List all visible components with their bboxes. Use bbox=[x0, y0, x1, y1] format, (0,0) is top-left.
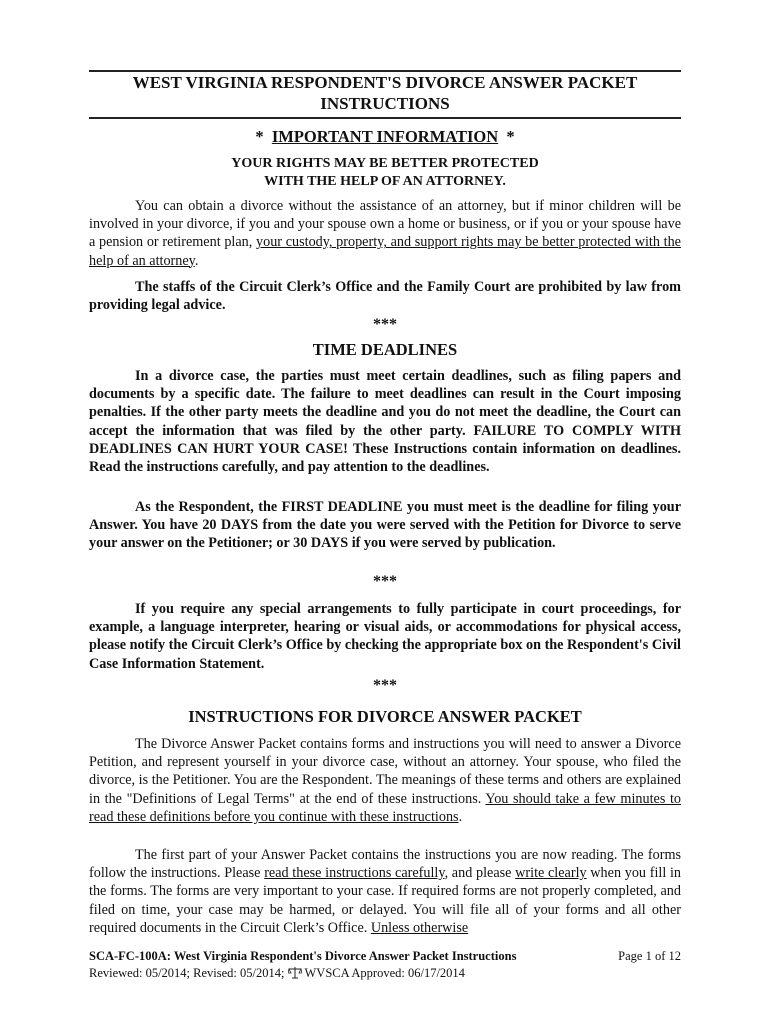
separator-stars: *** bbox=[373, 677, 397, 694]
scales-of-justice-icon bbox=[288, 966, 302, 984]
form-identifier: SCA-FC-100A: West Virginia Respondent's Divorce Answer Packet Instructions bbox=[89, 949, 517, 963]
page-number: Page 1 of 12 bbox=[618, 949, 681, 963]
forms-paragraph: The first part of your Answer Packet contains the instructions you are now reading. The forms follow the instructions. Please read these instructions carefully, and please write clearly when you fill in the forms. The forms are very important to your case. If required forms are not properly completed, and filed on time, your case may be harmed, or delayed. You will file all of your forms and all other required documents in the Circuit Clerk’s Office. Unless otherwise bbox=[89, 847, 682, 936]
legal-advice-paragraph: The staffs of the Circuit Clerk’s Office and the Family Court are prohibited by law from providing legal advice. bbox=[89, 279, 681, 314]
page-title: WEST VIRGINIA RESPONDENT'S DIVORCE ANSWER PACKET INSTRUCTIONS bbox=[132, 73, 638, 113]
review-dates: Reviewed: 05/2014; Revised: 05/2014; bbox=[89, 966, 288, 980]
deadlines-heading: TIME DEADLINES bbox=[312, 340, 458, 359]
attorney-notice: YOUR RIGHTS MAY BE BETTER PROTECTED WITH THE HELP OF AN ATTORNEY. bbox=[231, 156, 539, 189]
arrangements-paragraph: If you require any special arrangements to fully participate in court proceedings, for example, a language interpreter, hearing or visual aids, or accommodations for physical access, please notify the Circuit Clerk’s Office by checking the appropriate box on the Respondent's Civil Case Information Statement. bbox=[89, 601, 681, 672]
important-heading: * IMPORTANT INFORMATION * bbox=[255, 127, 515, 146]
instructions-heading: INSTRUCTIONS FOR DIVORCE ANSWER PACKET bbox=[188, 707, 582, 726]
page-footer bbox=[89, 948, 681, 984]
attorney-paragraph: You can obtain a divorce without the assistance of an attorney, but if minor children will be involved in your divorce, if you and your spouse own a home or business, or if you or your spouse have a pension or retirement plan, your custody, property, and support rights may be better protected with the help of an attorney. bbox=[89, 198, 681, 269]
answer-packet-paragraph: The Divorce Answer Packet contains forms and instructions you will need to answer a Divorce Petition, and represent yourself in your divorce case, without an attorney. Your spouse, who filed the divorce, is the Petitioner. You are the Respondent. The meanings of these terms and others are explained in the "Definitions of Legal Terms" at the end of these instructions. You should take a few minutes to read these definitions before you continue with these instructions. bbox=[89, 736, 681, 825]
approval-date: WVSCA Approved: 06/17/2014 bbox=[301, 966, 465, 980]
title-bottom-rule bbox=[89, 117, 681, 119]
separator-stars: *** bbox=[373, 573, 397, 590]
separator-stars: *** bbox=[373, 316, 397, 333]
first-deadline-paragraph: As the Respondent, the FIRST DEADLINE you must meet is the deadline for filing your Answer. You have 20 DAYS from the date you were served with the Petition for Divorce to serve your answer on the Petitioner; or 30 DAYS if you were served by publication. bbox=[89, 499, 681, 552]
deadlines-paragraph: In a divorce case, the parties must meet certain deadlines, such as filing papers and documents by a specific date. The failure to meet deadlines can result in the Court imposing penalties. If the other party meets the deadline and you do not meet the deadline, the Court can accept the information that was filed by the other party. FAILURE TO COMPLY WITH DEADLINES CAN HURT YOUR CASE! These Instructions contain information on deadlines. Read the instructions carefully, and pay attention to the deadlines. bbox=[89, 368, 681, 476]
